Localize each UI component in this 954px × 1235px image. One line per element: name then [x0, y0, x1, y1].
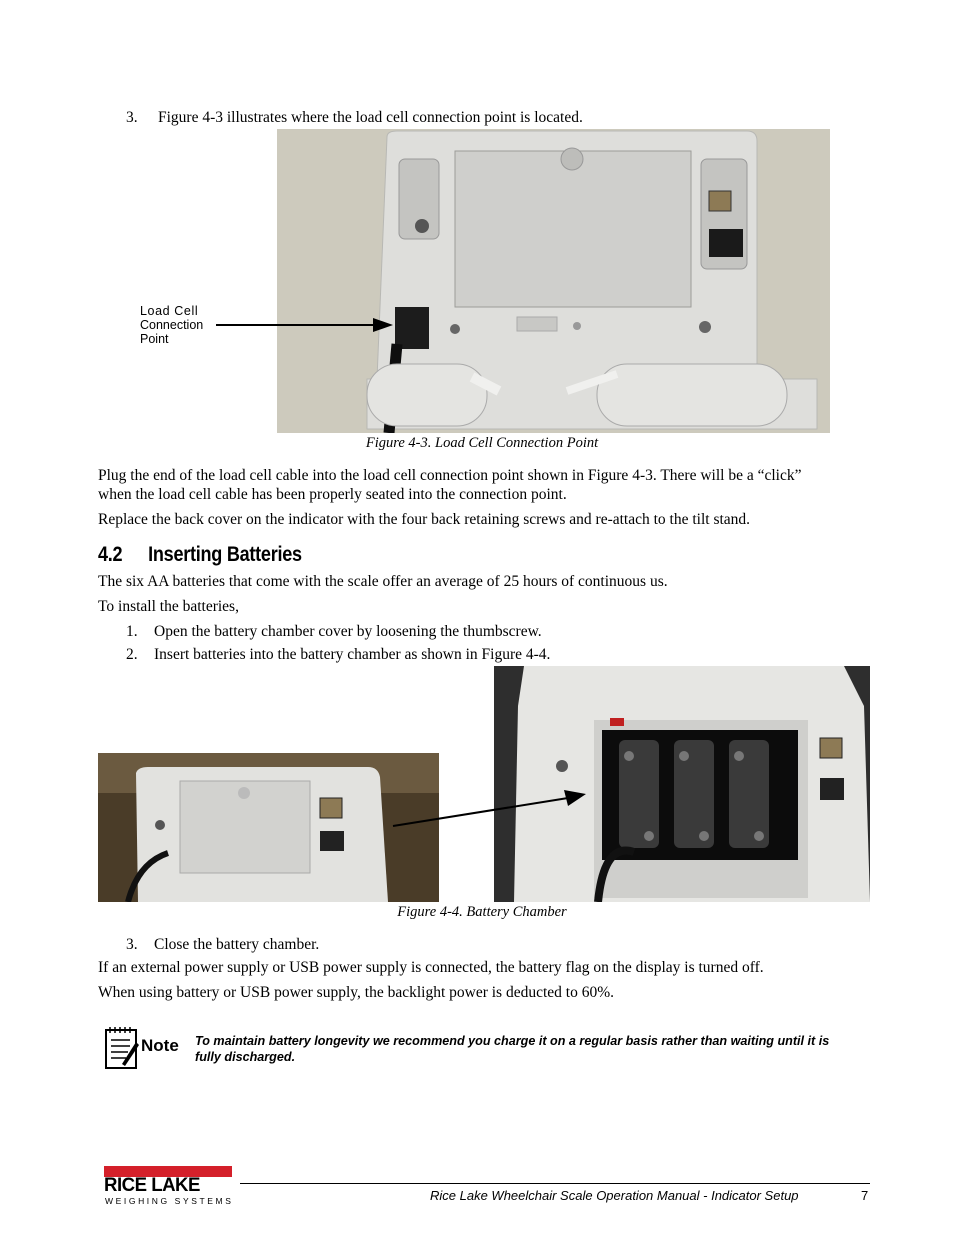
- paragraph-install: To install the batteries,: [98, 598, 239, 615]
- open-chamber-illustration: [494, 666, 870, 902]
- note-line: fully discharged.: [195, 1050, 296, 1064]
- figure-4-3-caption: Figure 4-3. Load Cell Connection Point: [365, 435, 599, 451]
- step-text: Close the battery chamber.: [154, 936, 320, 953]
- paragraph-external: If an external power supply or USB power supply is connected, the battery flag on the display is turned off.: [98, 959, 764, 976]
- page-number: 7: [861, 1188, 869, 1203]
- paragraph-replace: Replace the back cover on the indicator with the four back retaining screws and re-attach to the tilt stand.: [98, 511, 751, 528]
- footer-title: Rice Lake Wheelchair Scale Operation Manual - Indicator Setup: [430, 1188, 799, 1203]
- step-text: Open the battery chamber cover by loosening the thumbscrew.: [154, 623, 542, 640]
- paragraph-line: when the load cell cable has been properly seated into the connection point.: [98, 486, 567, 503]
- notepad-icon: [104, 1024, 140, 1070]
- section-heading: [98, 543, 302, 567]
- note-label: Note: [141, 1036, 179, 1055]
- rice-lake-logo: [104, 1166, 234, 1208]
- step-number: 3.: [126, 109, 138, 126]
- logo-tagline: WEIGHING SYSTEMS: [105, 1196, 234, 1206]
- callout-line: Point: [140, 332, 169, 346]
- paragraph-six: The six AA batteries that come with the scale offer an average of 25 hours of continuous us.: [98, 573, 668, 590]
- step-number: 1.: [126, 623, 138, 640]
- step-number: 2.: [126, 646, 138, 663]
- figure-callout: [140, 304, 203, 346]
- paragraph-line: Plug the end of the load cell cable into the load cell connection point shown in Figure 4-3. There will be a “click”: [98, 467, 802, 484]
- note-badge: [104, 1024, 184, 1070]
- figure-4-4-arrow: [390, 786, 590, 830]
- paragraph-plug: [98, 466, 878, 504]
- figure-4-4-photo-open: [494, 666, 870, 902]
- callout-line: Load Cell: [140, 304, 199, 318]
- load-cell-device-illustration: [277, 129, 830, 433]
- figure-4-4-caption: Figure 4-4. Battery Chamber: [397, 904, 567, 920]
- step-number: 3.: [126, 936, 138, 953]
- step-text: Insert batteries into the battery chamber as shown in Figure 4-4.: [154, 646, 551, 663]
- paragraph-backlight: When using battery or USB power supply, the backlight power is deducted to 60%.: [98, 984, 614, 1001]
- section-title: Inserting Batteries: [148, 543, 302, 566]
- footer-rule: [240, 1183, 870, 1184]
- closed-chamber-illustration: [98, 753, 439, 902]
- note-line: To maintain battery longevity we recommend you charge it on a regular basis rather than waiting until it is: [195, 1034, 830, 1048]
- logo-wordmark: RICE LAKE: [104, 1175, 200, 1196]
- step-text: Figure 4-3 illustrates where the load cell connection point is located.: [158, 109, 583, 126]
- callout-arrow: [215, 316, 395, 334]
- note-text: [195, 1033, 875, 1065]
- section-number: 4.2: [98, 543, 123, 566]
- figure-4-3-photo: [277, 129, 830, 433]
- callout-line: Connection: [140, 318, 204, 332]
- figure-4-4-photo-closed: [98, 753, 439, 902]
